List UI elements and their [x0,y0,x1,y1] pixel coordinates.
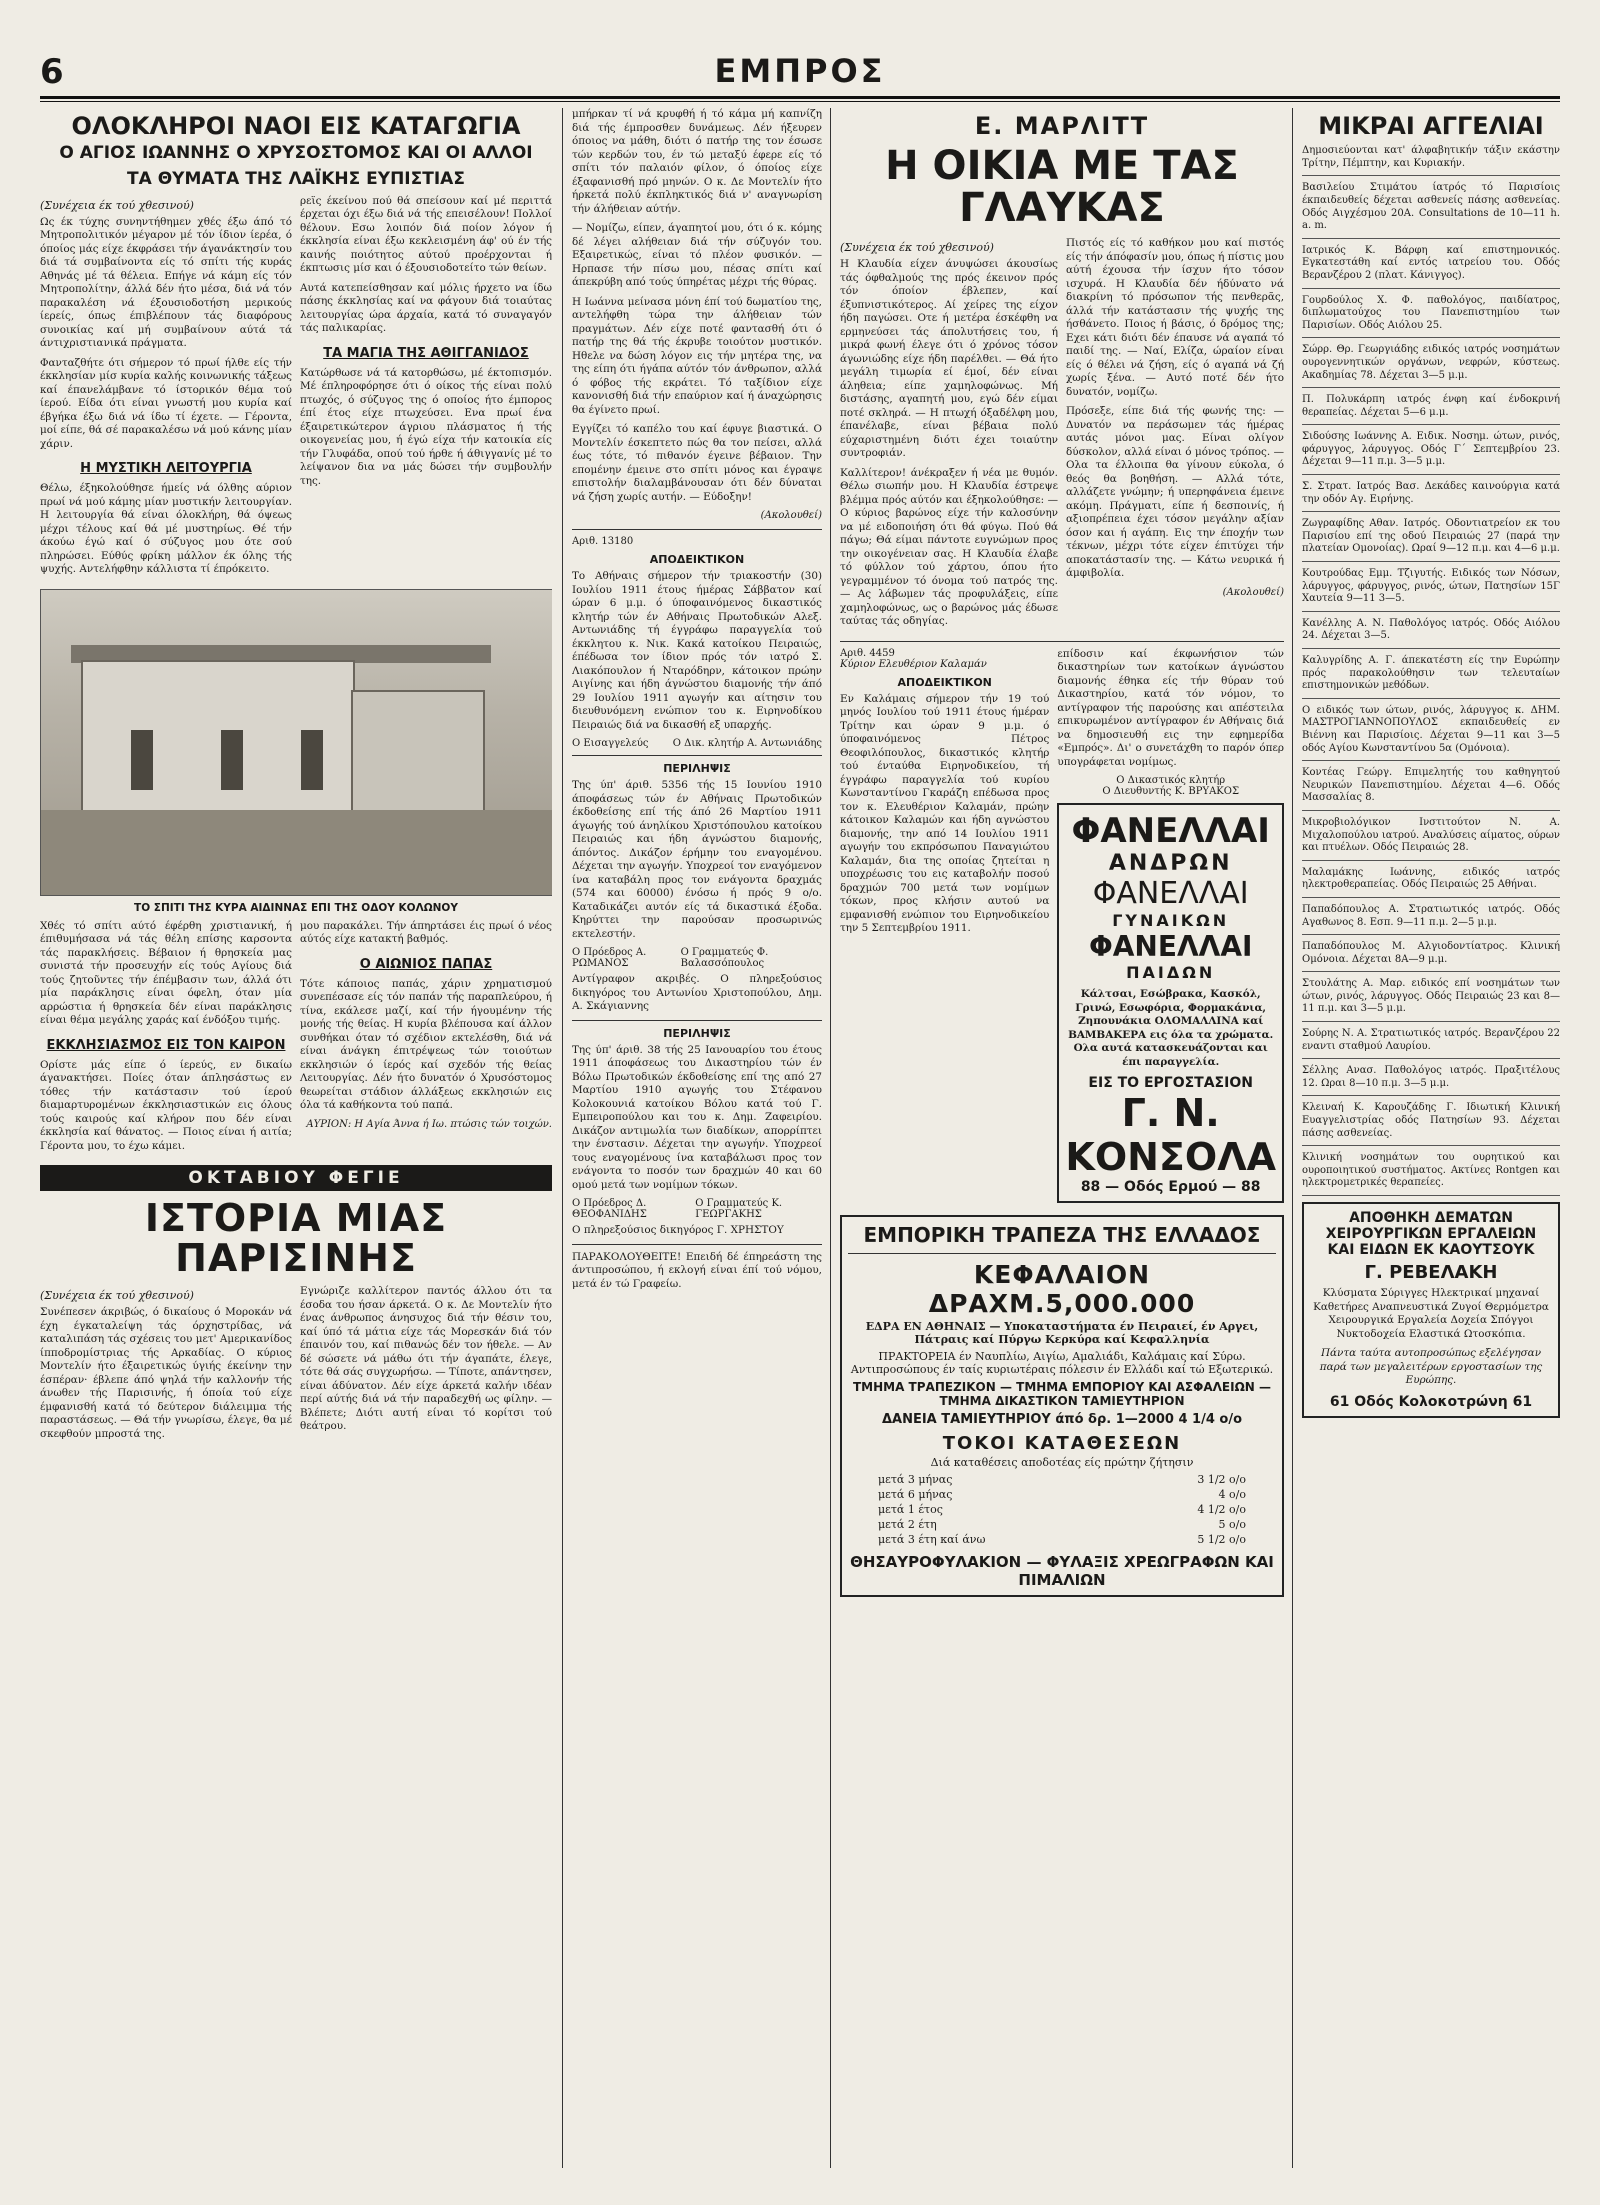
serial-paragraph: — Νομίζω, είπεν, άγαπητοί μου, ότι ό κ. κόμης δέ λέγει αλήθειαν διά τήν σύζυγόν του. Εξαιρετικώς, είναι τό πλέον φυσικόν. — Ηρπασε τήν πίσω μου, πέσας σπίτι καί άπεκρύβη από τούς ύπηρέτας μέχρι τής θύρας. [572,222,822,288]
summary-attestation: Ο πληρεξούσιος δικηγόρος Γ. ΧΡΗΣΤΟΥ [572,1224,784,1236]
signature: Ο Δικ. κλητήρ Α. Αντωνιάδης [672,738,822,749]
classified-ad: Κοντέας Γεώργ. Επιμελητής του καθηγητού Νευρικών Πανεπιστημίου. Δέχεται 4—6. Οδός Μασσαλίας 8. [1302,767,1560,811]
summary-title: ΠΕΡΙΛΗΨΙΣ [663,762,731,775]
notice-text: Εν Καλάμαις σήμερον τήν 19 τού μηνός Ιουλίου τού 1911 έτους ήμέραν Τρίτην και ώραν 9 μ.μ. ό ύποφαινόμενος Πέτρος Θεοφιλόπουλος, δικαστικός κλητήρ τού ένταύθα Ειρηνοδικείου, τή έγγράφω παραγγελία τού κυρίου Κωνσταντίνου Γκαράζη επέδωσα προς τον κ. Ελευθέριον Καλαμάν, πρώην κάτοικον Καλαμών και ήδη αγνώστου διαμονής, την από 14 Ιουλίου 1911 αγωγήν του εκπρόσωπου Παναγιώτου Καλαμάν, δια της οποίας ζητείται η υποχρέωσις του εις καταβολήν ποσού δραχμών 700 μετά των νομίμων τόκων, προς κλήσιν αυτού να εμφανισθή ενώπιον του Ειρηνοδικείου την 5 Σεπτεμβρίου 1911. [840,692,1050,935]
column-divider [1292,108,1293,2168]
classified-ad: Καλυγρίδης Α. Γ. άπεκατέστη είς την Ευρώπην πρός παρακολούθησιν των τελευταίων επιστημονικών μεθόδων. [1302,655,1560,699]
classified-ad: Σέλλης Ανασ. Παθολόγος ιατρός. Πραξιτέλους 12. Ωραι 8—10 π.μ. 3—5 μ.μ. [1302,1065,1560,1096]
article-paragraph: ρεϊς έκείνου πού θά σπείσουν καί μέ περιττά έρχεται όχι έξω διά νά τής επεισέλουν! Πολλοί θέλουν. Εσω λοιπόν διά ποίον λόγον ή έκκλησία είναι έξω κεκλεισμένη άφ' ού έν τής καινής ποιότητος αύτού προέρχονται ή έκπτωσις μίσ και ό έξουσιοδοτείτο τών θείων. [300,194,552,275]
article-paragraph: Φανταζθήτε ότι σήμερον τό πρωί ήλθε είς τήν έκκλησίαν μίσ κυρία καλής κοινωνικής τάξεως καί έπανελάμβανε τό ίστορικόν θέμα τού ίερού. Είδα ότι είναι γνωστή μου κυρία καί έβγήκα έξω διά νά ίδω τί έχετε. — Γέροντα, μοί είπε, θά σέ παρακαλέσω νά μού κάνης μίαν χάριν. [40,356,292,450]
rate-value: 4 ο/ο [1218,1488,1246,1502]
rate-value: 3 1/2 ο/ο [1197,1473,1246,1487]
serial-paragraph: Η Κλαυδία είχεν άνυψώσει άκουσίως τάς όφθαλμούς της πρός έκεινον πρός τόν όποίον έβλεπεν, καί έξυπνιστικότερος. Αί χείρες της είχον ήδη παγώσει. Οτε ή μετέρα έσκέφθη να ερμηνεύσει τάς άπολυτήσεις του, ή μικρά φωνή έλεγε ότι ό χρόνος τόσον άγωνιώδης είχε ήδη παρέλθει. — Θά ήτο μεγάλη τιμωρία εί έμοί, δέν είναι άληθεια; είπε χαμηλοφώνως. Μή διστάσης, αγαπητή μου, εγώ δέν είμαι ποτέ σκληρά. — Η πτωχή όξαδέλφη μου, έπανέλαβε, είναι βέβαια πολύ εύχαριστημένη διότι έχει τοιαύτην συντροφιάν. [840,258,1058,460]
article-paragraph: Τότε κάποιος παπάς, χάριν χρηματισμού συνεπέσασε είς τόν παπάν τής παραπλεύρου, ή τίνα, εκάλεσε μαζί, καί τήν ήγουμένην τής μονής τής θείας. Η κυρία βλέπουσα καί άλλον συνθήκαι όταν τό σχέδιον εκτελέσθη, διά νά είναι άνάγκη έπιτρέψεως τών τοιούτων εκκλησιών ό ίερός καί σχεδόν τής θείας Λειτουργίας. Δέν ήτο δυνατόν ό Χρυσόστομος θεωρείται στάδιον άλλάξεως εκκλησιών εις όλα τά καθήκοντα τού παπά. [300,977,552,1112]
rate-value: 5 ο/ο [1218,1518,1246,1532]
signature: Ο Διευθυντής Κ. ΒΡΥΑΚΟΣ [1102,786,1240,798]
fanellai-advertisement [1057,803,1284,1203]
store-items: Κλύσματα Σύριγγες Ηλεκτρικαί μηχαναί Καθετήρες Αναπνευστικά Ζυγοί Θερμόμετρα Χειρουργικά Εργαλεία Δοχεία Σπόγγοι Νυκτοδοχεία Ελαστικά Ωτοσκόπια. [1313,1287,1549,1340]
ad-headline: ΦΑΝΕΛΛΑΙ [1071,811,1270,852]
article-paragraph: Χθές τό σπίτι αύτό έφέρθη χριστιανική, ή έπιθυμήσασα νά τάς θέλη επίσης καρσοντα τάς παρακλήσεις. Βέβαιον ή θρησκεία μας συνιστά τήν προσευχήν είς τούς Αγίους διά τούς ζητοῦντες τήν έπέμβασιν των, άλλά ότι μία παράκλησις είναι όφελη, όταν μία αρρώστια ή θρησκεία δέν είναι παράκλησις είναι θέμα μεγάλης χαράς καί ένδόξου τιμής. [40,919,292,1027]
continued-note: (Συνέχεια έκ τού χθεσινού) [40,1289,194,1303]
article-paragraph: Θέλω, έξηκολούθησε ήμείς νά όλθης αύριον πρωί νά μού κάμης μίαν μυστικήν λειτουργίαν. Η λειτουργία θά είναι όλοκλήρη, θά όψεως μέχρι τέλους καί θά μέ μυστηρίως. Θέ τήν άκούω έγώ καί ό σύζυγος μου ότε σού πληρώσει. Εύθύς φρίκη μάλλον έκ όλης τής ψυχής. Αντελήφθην κάλλιστα τί έπρόκειτο. [40,482,292,576]
classified-ad: Βασιλείου Στιμάτου ίατρός τό Παρισίοις έκπαιδευθείς δέχεται ασθενείς πάσης ασθενείας. Οδός Αιγχέσμου 20Α. Consultations de 10—11 h. a. m. [1302,182,1560,238]
bank-agencies: ΠΡΑΚΤΟΡΕΙΑ έν Ναυπλίω, Αιγίω, Αμαλιάδι, Καλάμαις καί Σύρω. Αντιπροσώπους έν ταίς κυριωτέραις πόλεσιν έν Ελλάδι καί τώ Εξωτερικώ. [850,1350,1274,1377]
store-owner: Γ. ΡΕΒΕΛΑΚΗ [1364,1262,1498,1283]
rate-row [848,1517,1276,1532]
ad-line: ΦΑΝΕΛΛΑΙ [1092,876,1249,912]
rate-term: μετά 2 έτη [878,1518,937,1532]
article-paragraph: Ορίστε μάς είπε ό ίερεύς, εν δικαίω άγανακτήσει. Ποίες όταν άπλησάστως εν τόθες τήν κατάστασιν τού ίερού διαμαρτυρομένων έκκλησιαστικών εις όλους τούς καιρούς καί κλήρον που δέν είναι έκκλησία καί θάνατος. — Ποιος είναι ή αιτία; Γέροντα μου, το έχω κάμει. [40,1058,292,1152]
classified-ad: Π. Πολυκάρπη ιατρός ένφη καί ένδοκρινή θεραπείας. Δέχεται 5—6 μ.μ. [1302,394,1560,425]
bank-advertisement [840,1215,1284,1597]
serial-body [40,1285,552,1447]
rate-row [848,1472,1276,1487]
column-notices [572,108,822,2168]
classified-ad: Παπαδόπουλος Μ. Αλγιοδοντίατρος. Κλινική Ομόνοια. Δέχεται 8Α—9 μ.μ. [1302,941,1560,972]
tomorrow-note: ΑΥΡΙΟΝ: Η Αγία Άννα ή Ιω. πτώσις τών τοιχών. [306,1118,552,1130]
signature: Ο Γραμματεύς Κ. ΓΕΩΡΓΑΚΗΣ [695,1198,783,1220]
serial-author-bar: ΟΚΤΑΒΙΟΥ ΦΕΓΙΕ [40,1165,552,1191]
classified-ad: Ζωγραφίδης Αθαν. Ιατρός. Οδοντιατρείον εκ του Παρισίου επί της οδού Πειραιώς 27 (παρά την πλατείαν Ομονοίας). Ωραί 9—12 π.μ. και 4—6 μ.μ. [1302,518,1560,562]
bank-departments: ΤΜΗΜΑ ΤΡΑΠΕΖΙΚΟΝ — ΤΜΗΜΑ ΕΜΠΟΡΙΟΥ ΚΑΙ ΑΣΦΑΛΕΙΩΝ — ΤΜΗΜΑ ΔΙΚΑΣΤΙΚΟΝ ΤΑΜΙΕΥΤΗΡΙΟΝ [852,1380,1271,1409]
classified-ad: Γουρδούλος Χ. Φ. παθολόγος, παιδίατρος, διπλωματούχος του Πανεπιστημίου των Παρισίων. Οδός Αιόλου 25. [1302,295,1560,339]
store-address: 61 Οδός Κολοκοτρώνη 61 [1329,1393,1533,1410]
article-left-col [40,195,292,583]
bank-seat: ΕΔΡΑ ΕΝ ΑΘΗΝΑΙΣ — Υποκαταστήματα έν Πειραιεί, έν Αργει, Πάτραις καί Πύργω Κερκύρα καί Κεφαλληνία [865,1320,1259,1347]
classified-ad: Ιατρικός Κ. Βάρφη καί επιστημονικός. Εγκατεστάθη καί εντός ιατρείου του. Οδός Βερανζέρου 2 (πλατ. Κάνιγγος). [1302,245,1560,289]
page-number: 6 [40,52,64,92]
ad-line: ΠΑΙΔΩΝ [1126,963,1216,983]
rates-title: ΤΟΚΟΙ ΚΑΤΑΘΕΣΕΩΝ [942,1433,1182,1455]
notice-number: Αριθ. 4459 [840,647,895,659]
ad-merchant: Γ. Ν. ΚΟΝΣΟΛΑ [1065,1091,1277,1180]
store-note: Πάντα ταύτα αυτοπροσώπως εξελέγησαν παρά των μεγαλειτέρων εργοστασίων της Ευρώπης. [1319,1347,1543,1386]
serial-paragraph: Πρόσεξε, είπε διά τής φωνής της: — Δυνατόν να περάσωμεν τάς ήμέρας αυτάς μόνοι μας. Είναι ολίγον δύσκολον, αλλά είναι ό μόνος τρόπος. — Ολα τα έλλοιπα θα γίνουν εύκολα, ό θεός θα βοηθήση. — Αλλά τότε, αλλάζετε γνώμην; ή υπερηφάνεια έμεινε ακόμη. Πράγματι, είπε ή δεσποινίς, ή αξιοπρέπεια έχει τόσον μεγάλην αξίαν όσον και ή αγάπη. Εις την έποχήν των τέκνων, μέχρι τότε είχεν έπιτύχει τήν αποκατάστασίν της. — Κάτω νευρικά ή άμφιβολία. [1066,405,1284,580]
section-heading: Ο ΑΙΩΝΙΟΣ ΠΑΠΑΣ [359,956,493,972]
rates-list [848,1472,1276,1547]
classifieds-title: ΜΙΚΡΑΙ ΑΓΓΕΛΙΑΙ [1318,112,1544,140]
notice-number: Αριθ. 13180 [572,536,634,547]
signature: Ο Γραμματεύς Φ. Βαλασσόπουλος [680,947,769,969]
rate-row [848,1532,1276,1547]
article-right-col [300,195,552,583]
signature: Ο Δικαστικός κλητήρ [1116,775,1226,787]
signature: Ο Πρόεδρος Δ. ΘΕΟΦΑΝΙΔΗΣ [572,1198,647,1220]
serial-author: Ε. ΜΑΡΛΙΤΤ [974,112,1150,140]
notice-title: ΑΠΟΔΕΙΚΤΙΚΟΝ [649,553,745,566]
masthead-rule [40,96,1560,99]
notice-text: Το Αθήναις σήμερον τήν τριακοστήν (30) Ιουλίου 1911 έτους ήμέρας Σάββατον καί ώραν 6 μ.μ. ό ύποφαινόμενος δικαστικός κλητήρ τών έν Αθήναις Πρωτοδικών Αλεξ. Αντωνιάδης τή έγγράφω παραγγελία τού έκκλητου κ. Νικ. Κακά κατοίκου Πειραιώς, έπέδωσα τον ίδιον πρός τόν ιατρό Σ. Λιακόπουλον ή Νταρόδηρν, κάτοικον πρώην Αιγίνης και ήδη άγνώστου διαμονής τήν άπό 29 Ιουλίου 1911 αγωγήν και αίτησιν του διευθυνόμενη ενώπιον του κ. Ειρηνοδίκου Πειραιώς διά να δικασθή εξ υπαρχής. [572,570,822,731]
continued-note: (Συνέχεια έκ τού χθεσινού) [40,198,194,212]
classified-ad: Σώρρ. Θρ. Γεωργιάδης ειδικός ιατρός νοσημάτων ουρογεννητικών οργάνων, νεφρών, κύστεως. Ακαδημίας 78. Δέχεται 3—5 μ.μ. [1302,344,1560,388]
rate-row [848,1502,1276,1517]
bank-loans: ΔΑΝΕΙΑ ΤΑΜΙΕΥΤΗΡΙΟΥ άπό δρ. 1—2000 4 1/4 ο/ο [881,1412,1243,1428]
ad-line: ΓΥΝΑΙΚΩΝ [1112,911,1230,931]
bank-title: ΕΜΠΟΡΙΚΗ ΤΡΑΠΕΖΑ ΤΗΣ ΕΛΛΑΔΟΣ [863,1223,1261,1248]
classified-ad: Κανέλλης Α. Ν. Παθολόγος ιατρός. Οδός Αιόλου 24. Δέχεται 3—5. [1302,618,1560,649]
notice-signatures [572,738,822,749]
serial-paragraph: μπήρκαν τί νά κρυφθή ή τό κάμα μή καπνίζη διά τής έμπροσθεν δυνάμεως. Δέν ήξευρεν όποιος να μάθη, διότι ό πατήρ της τον έσωσε τών κερδών του, έν τώ μεταξύ έφερε είς τό σπίτι τόν παλαιόν φίλον, ό όποίος είχε έξαφανισθή πρό μηνών. Ο κ. Δε Μοντελίν ήτο ήρκετά πολύ έκπληκτικός διά ν' αναγνωρίση τήν άλήθειαν αύτήν. [572,108,822,215]
column-divider [830,108,831,2168]
ad-line: ΦΑΝΕΛΛΑΙ [1088,930,1253,964]
rate-row [848,1487,1276,1502]
section-heading: ΤΑ ΜΑΓΙΑ ΤΗΣ ΑΘΙΓΓΑΝΙΔΟΣ [323,345,529,361]
ad-address: 88 — Οδός Ερμού — 88 [1080,1179,1261,1196]
classified-ad: Κλινική νοσημάτων του ουρητικού και ουροποιητικού συστήματος. Ακτίνες Rontgen και ηλεκτρομετρικές θεραπείες. [1302,1152,1560,1196]
classified-list [1302,145,1560,1196]
bank-capital: ΚΕΦΑΛΑΙΟΝ ΔΡΑΧΜ.5,000.000 [928,1260,1196,1319]
notice-text: επίδοσιν καί έκφωνήσιον τών δικαστηρίων των κατοίκων άγνώστου διαμονής έθηκα είς τήν θύραν τού Δικαστηρίου, κατά τόν νόμον, το αντίγραφον τής παρούσης και απέστειλα επικυρωμένον αντίγραφον έν Αθήναις διά να δημοσιευθή εις την εφημερίδα «Εμπρός». Δι' ο συνετάχθη το παρόν όπερ υπογράφεται νομίμως. [1057,647,1284,768]
ad-text: Κάλτσαι, Εσώβρακα, Κασκόλ, Γρινώ, Εσωφόρια, Φορμακάνια, Ζηπουνάκια ΟΛΟΜΑΛΛΙΝΑ καί ΒΑΜΒΑΚΕΡΑ εις όλα τα χρώματα. Ολα αυτά κατασκευάζονται και έπι παραγγελία. [1068,988,1274,1068]
article-paragraph: Ως έκ τύχης συνηντήθημεν χθές έξω άπό τό Μητροπολιτικόν μέγαρον μέ τόν ίδιον ίερέα, ό όποίος μάς είχε έκφράσει τήν άγανάκτησίν του διά τά συμβαίνοντα είς τό σπίτι τής κυράς Αθηνάς μέ τά θέλεια. Επήγε νά κάμη είς τόν Μητροπολίτην, άλλά δέν ήτο μέσα, διά νά τόν παρακαλέση νά έξουσιοδοτήση μερικούς ίερείς, όπως έπιβλέπουν τάς διαφόρους συνοικίας καί μή συμβαίνουν αύτά τά άντιχριστιανικά πράγματα. [40,215,292,350]
classified-ad: Σ. Στρατ. Ιατρός Βασ. Δεκάδες καινούργια κατά την οδόν Αγ. Ειρήνης. [1302,481,1560,512]
serial-paragraph: Συνέπεσεν άκριβώς, ό δικαίους ό Μοροκάν νά έχη έγκαταλείψη τάς όρχηστρίδας, νά καταλιπάση τάς σχέσεις του μετ' Αμερικανίδος ίπποδρομίστριας τής Αρκαδίας. Ο κύριος Μοντελίν ήτο έξαιρετικώς ύγιής έκείνην την έσπέραν· έβλεπε άπό ψηλά τήν καλλονήν τής άνωθεν τής Παρισινής, ή όποία τού είχε έμφανισθή κατά τό δεύτερον διάλειμμα τής παραστάσεως. — Θά τήν γνωρίσω, έλεγε, θα μέ σκεφθούν μπροστά της. [40,1306,292,1440]
article-paragraph: Αυτά κατεπείσθησαν καί μόλις ήρχετο να ίδω πάσης έκκλησίας καί να φάγουν διά τοιαύτας λειτουργίας ώρα άρχαία, κατά τό συναγαγόν τάς παλικαρίας. [300,281,552,335]
classified-ad: Κουτρούδας Εμμ. Τζιγυτής. Ειδικός των Νόσων, λάρυγγος, φάρυγγος, ρινός, ώτων, Πατησίων 15Γ Χαυτεία 9—11 3—5. [1302,568,1560,612]
store-title: ΑΠΟΘΗΚΗ ΔΕΜΑΤΩΝ ΧΕΙΡΟΥΡΓΙΚΩΝ ΕΡΓΑΛΕΙΩΝ ΚΑΙ ΕΙΔΩΝ ΕΚ ΚΑΟΥΤΣΟΥΚ [1325,1210,1537,1258]
summary-text: Της ύπ' άριθ. 38 τής 25 Ιανουαρίου του έτους 1911 άποφάσεως του Δικαστηρίου τών έν Βόλω Πρωτοδικών έκδοθείσης επί της από 27 Μαρτίου 1910 αγωγής του Στέφανου Κολοκουνιά κατοίκου Βόλου κατά τού Γ. Εμπειροπούλου και του κ. Δημ. Ζαφειρίου. Δικάζον αντιμωλία των διαδίκων, απορρίπτει την ένστασιν. Δέχεται την αγωγήν. Υποχρεοί τους εναγομένους ίνα καταβάλωσι προς τον ενάγοντα το ποσόν των δραχμών 40 και 60 ομού μετά των νομίμων τόκων. [572,1043,822,1191]
notice-and-ad [840,648,1284,1210]
rate-value: 5 1/2 ο/ο [1197,1533,1246,1547]
summary-title: ΠΕΡΙΛΗΨΙΣ [663,1026,731,1040]
column-classifieds [1302,108,1560,2168]
signature: Ο Εισαγγελεύς [572,738,649,749]
classified-ad: Σούρης Ν. Α. Στρατιωτικός ιατρός. Βερανζέρου 22 εναντι σταθμού Λαυρίου. [1302,1028,1560,1059]
classified-ad: Σιδούσης Ιωάννης Α. Ειδικ. Νοσημ. ώτων, ρινός, φάρυγγος, λάρυγγος. Οδός Γ΄ Σεπτεμβρίου 23. Δέχεται 9—11 π.μ. 3—5 μ.μ. [1302,431,1560,475]
article-subheadline: Ο ΑΓΙΟΣ ΙΩΑΝΝΗΣ Ο ΧΡΥΣΟΣΤΟΜΟΣ ΚΑΙ ΟΙ ΑΛΛΟΙ [59,143,533,164]
classified-ad: Κλειναή Κ. Καρουζάδης Γ. Ιδιωτική Κλινική Ευαγγελιστρίας οδός Πατησίων 93. Δέχεται πάσης ασθενείας. [1302,1102,1560,1146]
house-photo [40,589,552,896]
footer-note: ΠΑΡΑΚΟΛΟΥΘΕΙΤΕ! Επειδή δέ έπηρεάστη της άντιπρoσώπου, ή εκλογή είναι έπί τού νόμου, μετά έν τώ Γραφείω. [572,1250,822,1290]
serial-title: ΙΣΤΟΡΙΑ ΜΙΑΣ ΠΑΡΙΣΙΝΗΣ [144,1196,448,1281]
photo-caption: ΤΟ ΣΠΙΤΙ ΤΗΣ ΚΥΡΑ ΑΙΔΙΝΝΑΣ ΕΠΙ ΤΗΣ ΟΔΟΥ ΚΟΛΩΝΟΥ [134,901,458,914]
summary-text: Της ύπ' άριθ. 5356 τής 15 Ιουνίου 1910 άποφάσεως τών έν Αθήναις Πρωτοδικών έκδοθείσης επί τής άπό 26 Μαρτίου 1911 άγωγής τού άνηλίκου Χριστόπουλου κατοίκου Πειραιώς και ήδη άγνώστου διαμονής, άπόντος. Δικάζον έρήμην του εναγομένου. Δέχεται την αγωγήν. Υποχρεοί τον εναγόμενον ίνα καταβάλη προς τον ενάγοντα δραχμάς (574 και 60000) ένόσω ή πρός 9 ο/ο. Καταδικάζει αυτόν είς τά δικαστικά έξοδα. Κηρύττει την παρούσαν προσωρινώς εκτελεστήν. [572,779,822,940]
ad-line: ΑΝΔΡΩΝ [1108,851,1233,877]
serial-paragraph: Πιστός είς τό καθήκον μου καί πιστός είς τήν άπόφασίν μου, όπως ή πίστις μου αύτή έχουσα τήν ίσχυν ήτο τόσον ισχυρά. Η Κλαυδία δέν ήδύνατο νά διακρίνη τό πρόσωπον τής πενθερᾶς, άλλά τήν κατάστασιν τής ψυχής της ήσθάνετο. Ποιος ή βάσις, ό δρόμος της; Εχει κάτι διότι δέν έπαυσε νά αγαπά τό παιδί της. — Ναί, Ελίζα, ώραίον είναι είς ό θέλει νά ζήση, είς ό αγαπά νά ζή χωρίς ξένα. — Αυτό ποτέ δέν ήτο δυνατόν, νομίζω. [1066,237,1284,398]
article-body [40,195,552,583]
bank-footer: ΘΗΣΑΥΡΟΦΥΛΑΚΙΟΝ — ΦΥΛΑΞΙΣ ΧΡΕΩΓΡΑΦΩΝ ΚΑΙ ΠΙΜΑΛΙΩΝ [850,1553,1274,1590]
summary-signatures [572,947,822,969]
column-divider [562,108,563,2168]
serial-paragraph: Εγνώριζε καλλίτερον παντός άλλου ότι τα έσοδα του ήσαν άρκετά. Ο κ. Δε Μοντελίν ήτο ένας άνθρωπος άνησυχος διά τήν θέσιν του, καί ύπό τά μάτια είχε τάς Μορεσκάν διά τόν έπαινόν του, καί πιθανώς δέν τον ήθελε. — Αν δέ σώσετε νά μάθω ότι τήν άγαπάτε, έλεγε, τότε θά σάς συγχωρήσω. — Τίποτε, απάντησεν, είναι άδύνατον. Δέν είχε άρκετά καλήν ιδέαν περί αύτής διά νά τήν παραδεχθή ως φίλην. — Βλέπετε; Διότι αυτή είναι τό κορίτσι τού θεάτρου. [300,1285,552,1433]
surgical-store-advertisement [1302,1202,1560,1418]
ad-line: ΕΙΣ ΤΟ ΕΡΓΟΣΤΑΣΙΟΝ [1088,1075,1253,1092]
article-body-2 [40,920,552,1160]
article-paragraph: μου παρακάλει. Τήν άπηρτάσει έις πρωί ό νέος αύτός είχε κατακτή βαθμός. [300,919,552,946]
article-kicker: ΤΑ ΘΥΜΑΤΑ ΤΗΣ ΛΑΪΚΗΣ ΕΥΠΙΣΤΙΑΣ [127,169,465,190]
section-heading: ΕΚΚΛΗΣΙΑΣΜΟΣ ΕΙΣ ΤΟΝ ΚΑΙΡΟΝ [46,1037,286,1053]
rate-term: μετά 3 μήνας [878,1473,953,1487]
summary-signatures [572,1198,822,1220]
to-be-continued: (Ακολουθεί) [760,510,822,521]
classified-ad: Στουλάτης Α. Μαρ. ειδικός επί νοσημάτων των ώτων, ρινός, λάρυγγος. Οδός Πειραιώς 23 και 8—11 π.μ. και 3—5 μ.μ. [1302,978,1560,1022]
classified-ad: Μικροβιολόγικον Ινστιτούτον Ν. Α. Μιχαλοπούλου ιατρού. Αναλύσεις αίματος, ούρων και πτυέλων. Οδός Πειραιώς 28. [1302,817,1560,861]
rate-term: μετά 1 έτος [878,1503,943,1517]
article-paragraph: Κατώρθωσε νά τά κατορθώσω, μέ έκτοπισμόν. Μέ έπληροφόρησε ότι ό οίκος τής είναι πολύ πτωχός, ό σύζυγος της ό οποίος ήτο έμπορος έπί έτος είχε πτωχεύσει. Ενα πρωί ένα έξαιρετικώτερον άγριου πλάσματος ή τής οικογενείας μου, ή έγώ είχα τήν κατοικία είς τήν Γλυφάδα, οπού τού ήρθε ή άθιγγανίς μέ το λείψανον δια να μάς δώσει τήν συμβουλήν της. [300,366,552,487]
continued-note: (Συνέχεια έκ τού χθεσινού) [840,241,994,255]
serial-body [840,237,1284,635]
classified-ad: Παπαδόπουλος Α. Στρατιωτικός ιατρός. Οδός Αγαθωνος 8. Εσπ. 9—11 π.μ. 2—5 μ.μ. [1302,904,1560,935]
summary-attestation: Αντίγραφον ακριβές. Ο πληρεξούσιος δικηγόρος του Αντωνίου Χριστοπούλου, Δημ. Α. Σκάγιαννης [572,973,822,1012]
classified-ad: Δημοσιεύονται κατ' άλφαβητικήν τάξιν εκάστην Τρίτην, Πέμπτην, και Κυριακήν. [1302,145,1560,176]
serial-paragraph: Εγγίζει τό καπέλο του καί έφυγε βιαστικά. Ο Μοντελίν έσκεπτετο πώς θα τον πείσει, αλλά έως τότε, τό πιθανόν έγεινε βέβαιον. Την επομένην έμεινε στο σπίτι μόνος και έγραψε επιστολήν διαλαμβάνουσαν ότι δέν δύναται νά ζήση χωρίς αυτήν. — Εύδοξην! [572,423,822,503]
to-be-continued: (Ακολουθεί) [1222,586,1284,598]
notice-title: ΑΠΟΔΕΙΚΤΙΚΟΝ [897,675,992,689]
rate-value: 4 1/2 ο/ο [1197,1503,1246,1517]
classified-ad: Μαλαμάκης Ιωάννης, ειδικός ιατρός ηλεκτροθεραπείας. Οδός Πειραιώς 25 Αθήναι. [1302,867,1560,898]
masthead-rule-thin [40,101,1560,102]
signature: Ο Πρόεδρος Α. ΡΩΜΑΝΟΣ [572,947,647,969]
paper-title: ΕΜΠΡΟΣ [714,52,886,90]
serial-paragraph: Καλλίτερον! άνέκραξεν ή νέα με θυμόν. Θέλω σιωπήν μου. Η Κλαυδία έστρεψε βλέμμα πρός αύτόν και έξηκολούθησε: — Ο κύριος βαρώνος είχε τήν καλοσύνην να μέ ειδοποιήση ότι θά φύγω. Πού θά πάγω; Θά είμαι πάντοτε ευγνώμων προς την οικογένειαν σας. Η Κλαυδία έλαβε τό φύλλον τού χάρτου, όπου ήτο γεγραμμένον τό όνομα τού πατρός της. — Ας λάβωμεν τάς προφυλάξεις, είπε χαμηλοφώνως, ως ο βαρώνος μάς έδωσε ταύτας τάς οδηγίας. [840,466,1058,628]
rates-subtitle: Διά καταθέσεις αποδοτέας είς πρώτην ζήτησιν [930,1456,1194,1470]
column-serial-marlitt [840,108,1284,2168]
notice-recipient: Κύριον Ελευθέριον Καλαμάν [840,658,987,670]
section-heading: Η ΜΥΣΤΙΚΗ ΛΕΙΤΟΥΡΓΙΑ [80,461,252,477]
rate-term: μετά 6 μήνας [878,1488,953,1502]
masthead [40,52,1560,92]
classified-ad: Ο ειδικός των ώτων, ρινός, λάρυγγος κ. ΔΗΜ. ΜΑΣΤΡΟΓΙΑΝΝΟΠΟΥΛΟΣ εκπαιδευθείς εν Βιέννη και Παρισίοις. Δέχεται 9—11 και 3—5 οδός Αγίου Κωνσταντίνου 5α (Ομόνοια). [1302,705,1560,761]
serial-title: Η ΟΙΚΙΑ ΜΕ ΤΑΣ ΓΛΑΥΚΑΣ [885,143,1239,232]
article-headline: ΟΛΟΚΛΗΡΟΙ ΝΑΟΙ ΕΙΣ ΚΑΤΑΓΩΓΙΑ [71,112,521,140]
serial-paragraph: Η Ιωάννα μείνασα μόνη έπί τού δωματίου της, αντελήφθη τώρα την άλήθειαν τών πραγμάτων. Δέν είχε ποτέ φαντασθή ότι ό πατήρ της θά τής έκρυβε τοιούτον μυστικόν. Ηθελε να δώση λόγον εις τήν μητέρα της, να της είπη ότι ήγάπα αύτόν τόν άνθρωπον, αλλά ό φόβος τής εκράτει. Τό ταξίδιον είχε κανονισθή διά τήν επαύριον καί ή άναχώρησις θα έγίνετο πρωί. [572,295,822,416]
column-churches [40,108,552,2168]
rate-term: μετά 3 έτη καί άνω [878,1533,986,1547]
